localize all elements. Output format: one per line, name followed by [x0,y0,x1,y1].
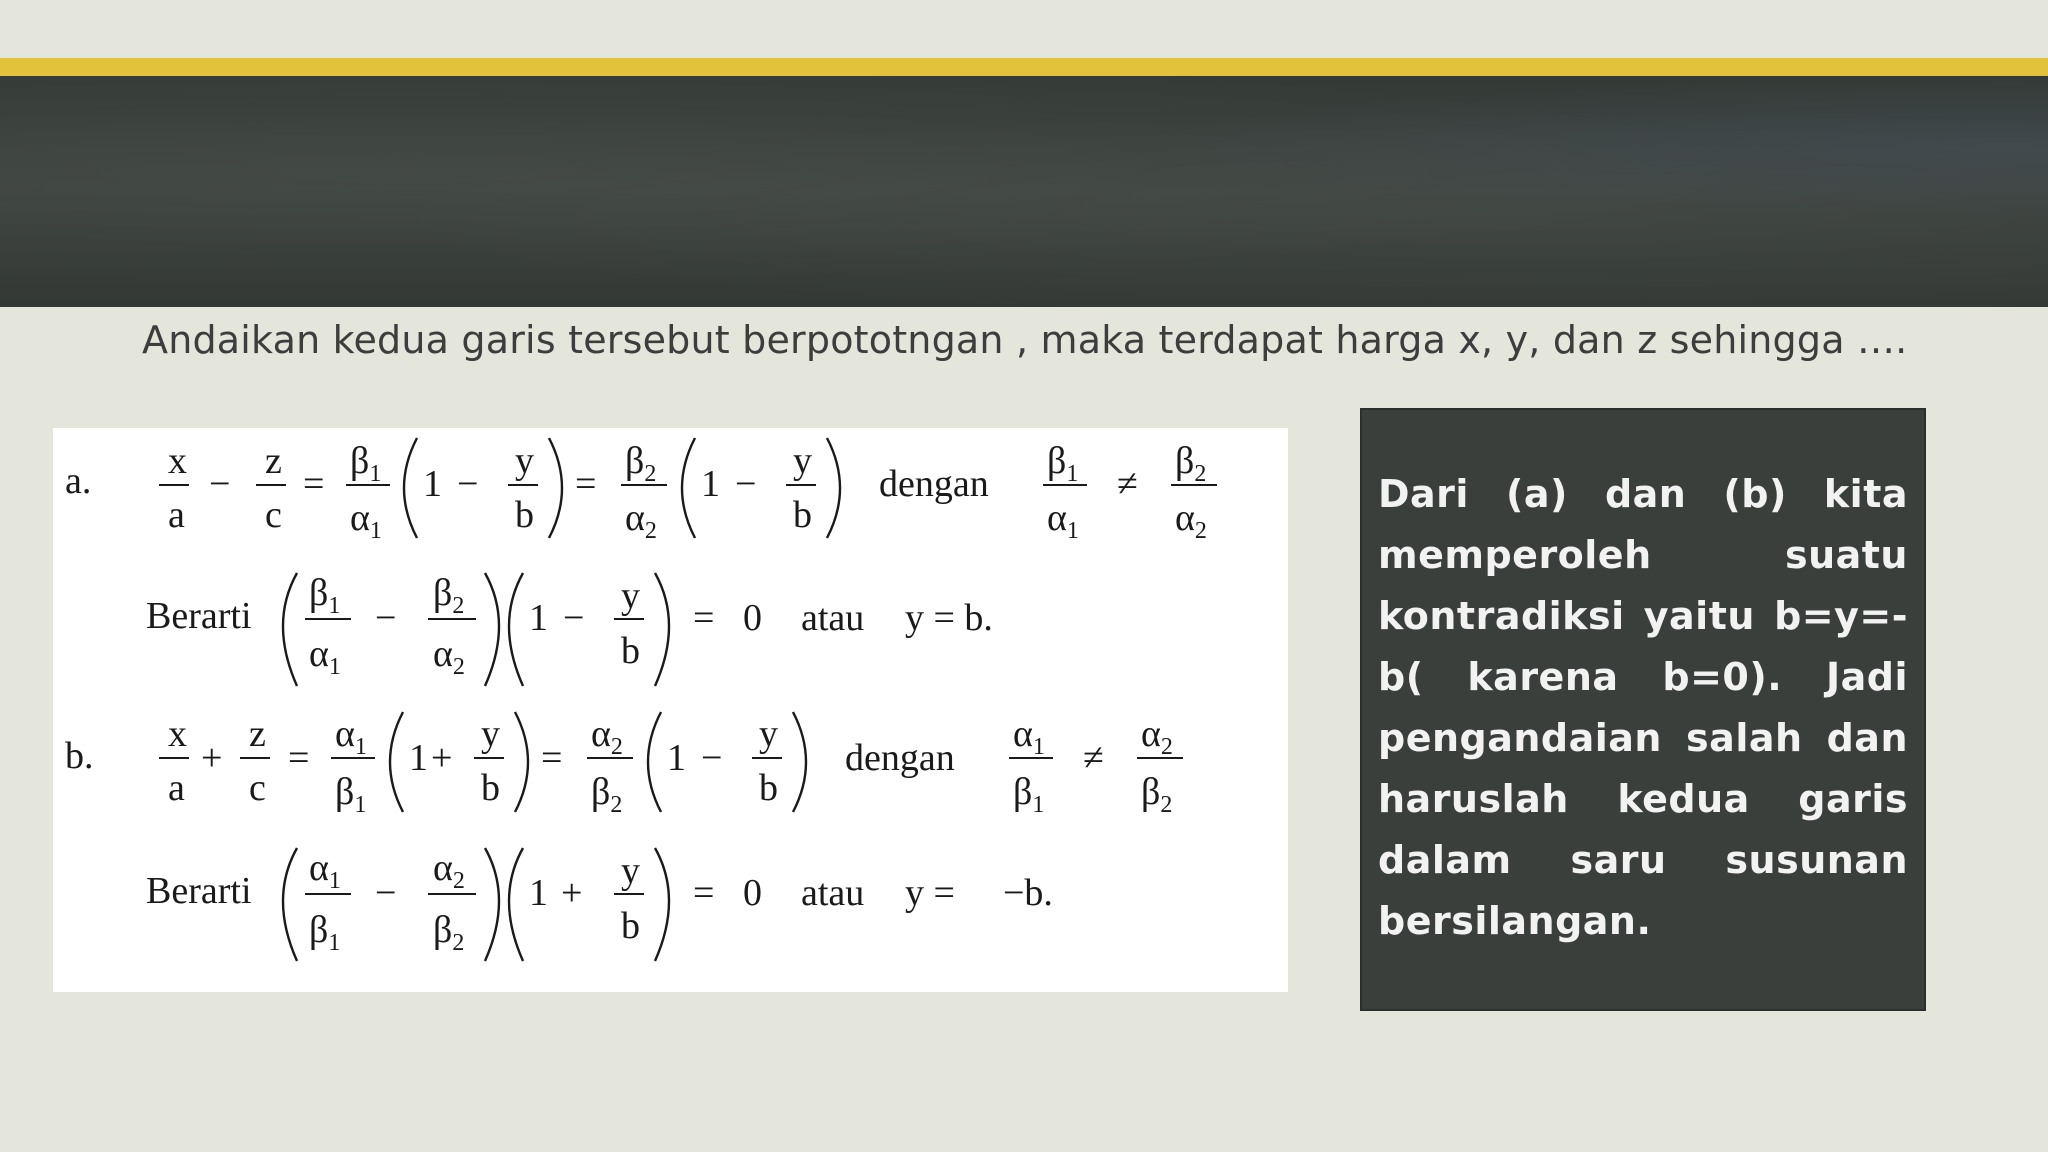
svg-text:0: 0 [743,597,762,639]
svg-text:b: b [515,494,534,536]
svg-text:b: b [481,767,500,809]
svg-text:z: z [265,440,282,482]
svg-text:c: c [265,494,282,536]
svg-text:β1: $\beta_1$ [335,771,367,818]
svg-text:b.: b. [65,735,94,777]
svg-text:Berarti: Berarti [146,595,252,637]
svg-text:y: y [793,440,812,482]
svg-text:1: 1 [409,737,428,779]
svg-text:−b.: −b. [1003,872,1053,914]
equations-figure [53,428,1288,992]
svg-text:c: c [249,767,266,809]
svg-text:=: = [693,597,715,639]
svg-text:b: b [793,494,812,536]
svg-text:α2: $\alpha_2$ [433,847,465,894]
conclusion-box [1360,408,1926,1011]
svg-text:α1: $\alpha_1$ [309,847,341,894]
svg-text:+: + [561,872,583,914]
svg-text:α2: $\alpha_2$ [1175,497,1207,544]
svg-text:x: x [168,440,187,482]
svg-text:−: − [735,463,757,505]
svg-text:−: − [375,872,397,914]
svg-text:+: + [431,737,453,779]
svg-text:y =: y = [905,872,955,914]
svg-text:1: 1 [529,872,548,914]
svg-text:β1: $\beta_1$ [309,572,341,619]
svg-text:−: − [375,597,397,639]
equation-a [65,438,1217,544]
svg-text:α1: $\alpha_1$ [309,633,341,680]
svg-text:y: y [515,440,534,482]
svg-text:y: y [481,713,500,755]
svg-text:α2: $\alpha_2$ [433,633,465,680]
chalkboard-header [0,76,2048,307]
svg-text:1: 1 [701,463,720,505]
svg-text:a: a [168,494,185,536]
svg-text:a.: a. [65,460,92,502]
svg-text:α1: $\alpha_1$ [1047,497,1079,544]
svg-text:0: 0 [743,872,762,914]
svg-text:1: 1 [423,463,442,505]
svg-text:−: − [563,597,585,639]
svg-text:b: b [621,905,640,947]
svg-text:−: − [701,737,723,779]
svg-text:b: b [759,767,778,809]
svg-text:α2: $\alpha_2$ [1141,713,1173,760]
svg-text:α1: $\alpha_1$ [1013,713,1045,760]
svg-text:α2: $\alpha_2$ [591,713,623,760]
svg-text:y = b.: y = b. [905,597,993,639]
svg-text:β1: $\beta_1$ [350,440,382,487]
svg-text:atau: atau [801,597,865,639]
svg-text:β2: $\beta_2$ [433,909,465,956]
svg-text:=: = [288,737,310,779]
equation-image [53,428,1288,992]
svg-text:β1: $\beta_1$ [309,909,341,956]
svg-text:β2: $\beta_2$ [591,771,623,818]
svg-text:=: = [693,872,715,914]
svg-text:Berarti: Berarti [146,870,252,912]
intro-text: Andaikan kedua garis tersebut berpototngan , maka terdapat harga x, y, dan z sehingga …. [142,318,1908,362]
svg-text:β2: $\beta_2$ [625,440,657,487]
svg-text:1: 1 [529,597,548,639]
svg-text:β1: $\beta_1$ [1047,440,1079,487]
svg-text:x: x [168,713,187,755]
svg-text:−: − [209,463,231,505]
svg-text:z: z [249,713,266,755]
svg-text:−: − [457,463,479,505]
svg-text:α1: $\alpha_1$ [350,497,382,544]
svg-text:α1: $\alpha_1$ [335,713,367,760]
svg-text:+: + [201,737,223,779]
svg-text:1: 1 [667,737,686,779]
svg-text:=: = [575,463,597,505]
svg-text:atau: atau [801,872,865,914]
svg-text:y: y [759,713,778,755]
svg-text:β2: $\beta_2$ [1141,771,1173,818]
svg-text:≠: ≠ [1083,737,1104,779]
equation-b [65,712,1183,818]
svg-text:α2: $\alpha_2$ [625,497,657,544]
equation-b-consequence [146,847,1053,961]
conclusion-text: Dari (a) dan (b) kita memperoleh suatu kontradiksi yaitu b=y=-b( karena b=0). Jadi pengandaian salah dan haruslah kedua garis dalam saru susunan bersilangan. [1378,472,1908,943]
accent-bar [0,58,2048,76]
svg-text:a: a [168,767,185,809]
svg-text:=: = [541,737,563,779]
svg-text:β2: $\beta_2$ [1175,440,1207,487]
svg-text:β1: $\beta_1$ [1013,771,1045,818]
svg-text:≠: ≠ [1117,463,1138,505]
equation-a-consequence [146,572,993,686]
svg-text:=: = [303,463,325,505]
svg-text:b: b [621,630,640,672]
svg-text:y: y [621,850,640,892]
svg-text:dengan: dengan [879,463,989,505]
svg-text:β2: $\beta_2$ [433,572,465,619]
svg-text:y: y [621,575,640,617]
svg-text:dengan: dengan [845,737,955,779]
